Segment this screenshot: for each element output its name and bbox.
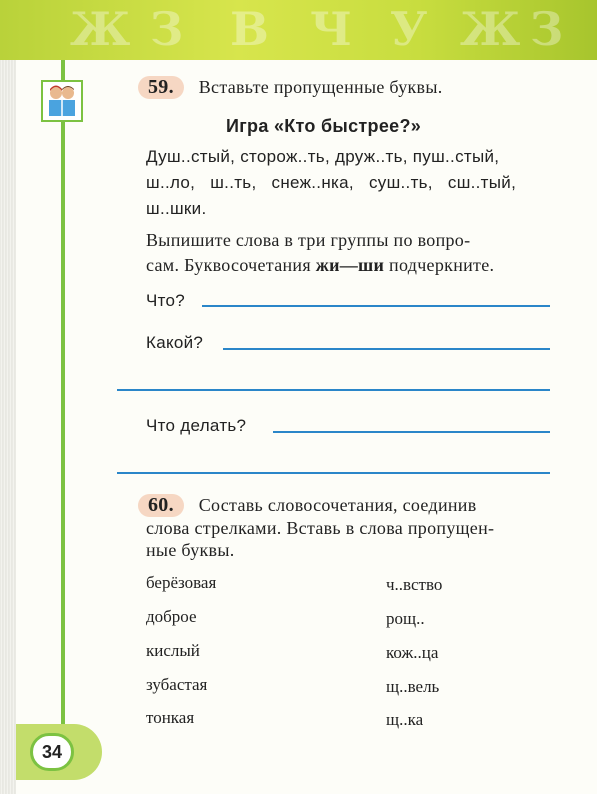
- banner-letter: У: [390, 2, 428, 56]
- word-list-line: ш..ло, ш..ть, снеж..нка, суш..ть, сш..тый,: [146, 173, 517, 192]
- margin-rule: [61, 60, 65, 760]
- question-label-which: Какой?: [146, 333, 204, 352]
- right-word[interactable]: щ..ка: [386, 710, 424, 729]
- exercise-instruction: Составь словосочетания, соединив: [198, 495, 477, 515]
- exercise-59-header: [138, 76, 443, 99]
- right-word[interactable]: рощ..: [386, 609, 425, 628]
- left-word[interactable]: зубастая: [146, 675, 208, 694]
- left-word[interactable]: кислый: [146, 641, 200, 660]
- answer-line-do[interactable]: [273, 431, 550, 433]
- answer-line-which-2[interactable]: [117, 389, 550, 391]
- banner-letter: З: [530, 2, 564, 56]
- game-title: Игра «Кто быстрее?»: [226, 116, 422, 136]
- pair-work-icon: [41, 80, 83, 122]
- right-word[interactable]: щ..вель: [386, 677, 440, 696]
- left-word[interactable]: берёзовая: [146, 573, 217, 592]
- question-label-what: Что?: [146, 291, 186, 310]
- answer-line-which[interactable]: [223, 348, 550, 350]
- exercise-60-text-line: ные буквы.: [146, 540, 235, 560]
- answer-line-what[interactable]: [202, 305, 550, 307]
- question-label-do: Что делать?: [146, 416, 247, 435]
- banner-letter: Ж: [460, 2, 521, 56]
- word-list-line: Душ..стый, сторож..ть, друж..ть, пуш..стый,: [146, 147, 500, 166]
- exercise-instruction: Вставьте пропущенные буквы.: [198, 77, 443, 97]
- answer-line-do-2[interactable]: [117, 472, 550, 474]
- banner-letter: Ч: [310, 2, 353, 56]
- exercise-number: 60.: [138, 494, 184, 517]
- page-edge: [0, 0, 16, 794]
- task-text-line: [146, 255, 494, 276]
- task-text-part: сам. Буквосочетания: [146, 255, 316, 275]
- page-number: 34: [30, 733, 74, 771]
- right-word[interactable]: ч..вство: [386, 575, 443, 594]
- banner-letter: З: [150, 2, 184, 56]
- word-list-line: ш..шки.: [146, 199, 207, 218]
- exercise-60-text-line: слова стрелками. Вставь в слова пропущен-: [146, 518, 495, 538]
- highlighted-letters: жи—ши: [315, 255, 385, 275]
- banner-letter: В: [230, 2, 269, 56]
- top-banner: [0, 0, 597, 60]
- task-text-line: Выпишите слова в три группы по вопро-: [146, 230, 471, 250]
- right-word[interactable]: кож..ца: [386, 643, 439, 662]
- left-word[interactable]: тонкая: [146, 708, 195, 727]
- task-text-part: подчеркните.: [384, 255, 495, 275]
- left-word[interactable]: доброе: [146, 607, 197, 626]
- exercise-number: 59.: [138, 76, 184, 99]
- banner-letter: Ж: [70, 2, 131, 56]
- exercise-60-header: [138, 494, 477, 517]
